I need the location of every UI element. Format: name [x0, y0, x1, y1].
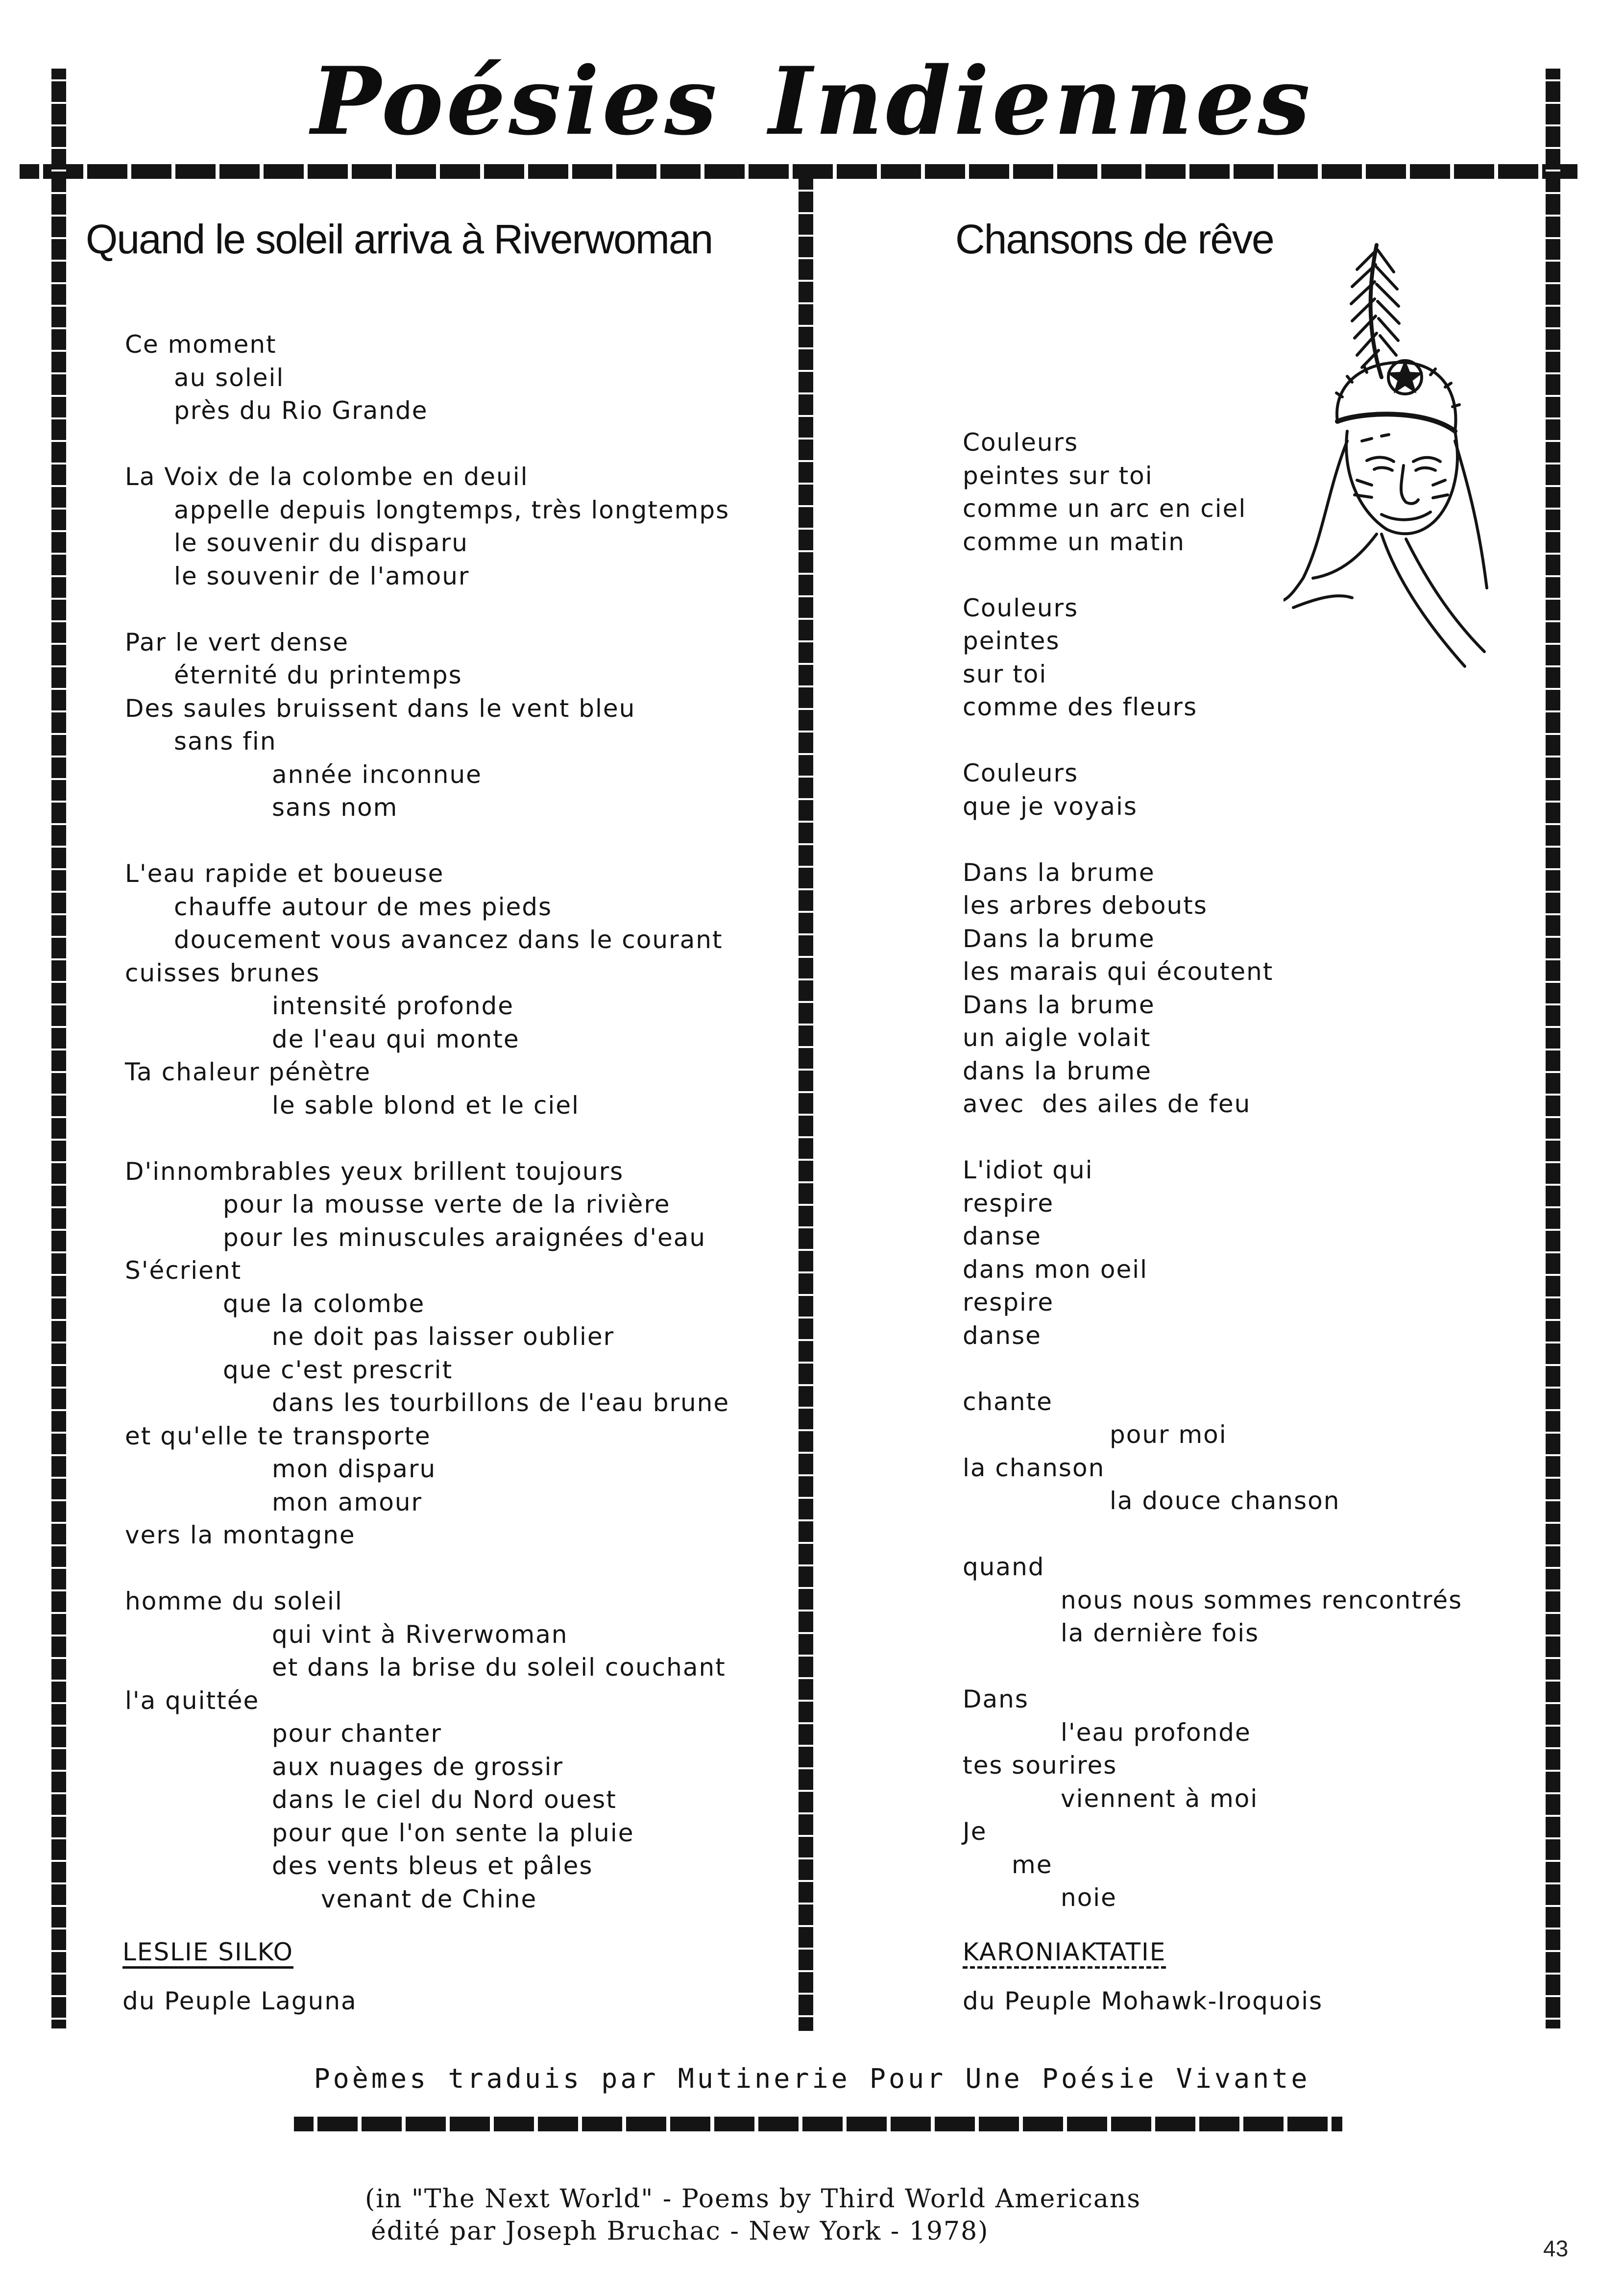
- poem-line: près du Rio Grande: [174, 396, 428, 425]
- poem-line: la chanson: [963, 1453, 1105, 1482]
- poem-line: Dans la brume: [963, 990, 1155, 1019]
- poem-line: Dans la brume: [963, 924, 1155, 953]
- left-poem-author: LESLIE SILKO: [122, 1938, 294, 1966]
- poem-line: Couleurs: [963, 759, 1079, 787]
- poem-line: l'eau profonde: [1061, 1718, 1251, 1747]
- poem-line: peintes: [963, 627, 1060, 655]
- poem-line: comme un matin: [963, 527, 1185, 556]
- poem-line: intensité profonde: [272, 992, 514, 1020]
- poem-line: les arbres debouts: [963, 891, 1208, 920]
- poem-line: cuisses brunes: [125, 958, 320, 987]
- poem-line: Par le vert dense: [125, 628, 349, 657]
- poem-line: qui vint à Riverwoman: [272, 1620, 568, 1649]
- poem-line: peintes sur toi: [963, 461, 1153, 490]
- poem-line: [963, 724, 1462, 757]
- poem-line: un aigle volait: [963, 1024, 1151, 1052]
- right-poem-body: [963, 426, 1462, 1915]
- poem-line: Dans la brume: [963, 858, 1155, 887]
- poem-line: quand: [963, 1553, 1045, 1581]
- poem-line: chauffe autour de mes pieds: [174, 892, 553, 921]
- footer-border: [294, 2117, 1342, 2131]
- poem-line: pour moi: [1110, 1420, 1227, 1449]
- poem-line: comme des fleurs: [963, 693, 1198, 721]
- right-poem-people: du Peuple Mohawk-Iroquois: [963, 1987, 1323, 2015]
- poem-line: [963, 1352, 1462, 1386]
- poem-line: danse: [963, 1222, 1042, 1250]
- poem-line: le souvenir du disparu: [174, 529, 468, 557]
- center-divider: [799, 179, 813, 2031]
- poem-line: [125, 1122, 729, 1155]
- poem-line: [125, 825, 729, 858]
- left-border: [51, 69, 66, 2028]
- poem-line: S'écrient: [125, 1256, 242, 1285]
- poem-line: comme un arc en ciel: [963, 494, 1247, 523]
- poem-line: année inconnue: [272, 760, 482, 789]
- poem-line: mon disparu: [272, 1455, 436, 1483]
- poem-line: tes sourires: [963, 1751, 1117, 1780]
- page-number: 43: [1543, 2236, 1569, 2261]
- poem-line: homme du soleil: [125, 1587, 343, 1615]
- poem-line: que je voyais: [963, 792, 1138, 821]
- poem-line: viennent à moi: [1061, 1784, 1259, 1813]
- poem-line: dans la brume: [963, 1056, 1152, 1085]
- source-citation: [365, 2183, 1141, 2247]
- poem-line: de l'eau qui monte: [272, 1025, 520, 1053]
- poem-line: me: [1012, 1850, 1053, 1879]
- poem-line: appelle depuis longtemps, très longtemps: [174, 495, 730, 524]
- poem-line: danse: [963, 1321, 1042, 1350]
- poem-line: sans nom: [272, 793, 398, 822]
- left-poem-body: [125, 328, 729, 1916]
- masthead-title: [0, 47, 1624, 156]
- poem-line: dans mon oeil: [963, 1255, 1148, 1284]
- poem-line: noie: [1061, 1883, 1117, 1912]
- poem-line: doucement vous avancez dans le courant: [174, 926, 723, 954]
- left-poem-title: Quand le soleil arriva à Riverwoman: [86, 216, 713, 262]
- poem-line: ne doit pas laisser oublier: [272, 1322, 615, 1351]
- poem-line: avec des ailes de feu: [963, 1090, 1251, 1118]
- poem-line: [963, 823, 1462, 856]
- poem-line: le souvenir de l'amour: [174, 562, 470, 590]
- poem-line: Couleurs: [963, 593, 1079, 622]
- right-border: [1546, 69, 1560, 2028]
- poem-line: dans les tourbillons de l'eau brune: [272, 1389, 730, 1417]
- poem-line: que la colombe: [223, 1289, 425, 1318]
- poem-line: pour chanter: [272, 1719, 442, 1748]
- poem-line: sans fin: [174, 727, 277, 756]
- poem-line: L'eau rapide et boueuse: [125, 859, 444, 888]
- top-border: [20, 164, 1577, 179]
- poem-line: la dernière fois: [1061, 1619, 1260, 1647]
- poem-line: que c'est prescrit: [223, 1355, 453, 1384]
- poem-line: et dans la brise du soleil couchant: [272, 1653, 726, 1682]
- poem-line: Ta chaleur pénètre: [125, 1058, 371, 1086]
- source-line-2: édité par Joseph Bruchac - New York - 1978): [371, 2217, 989, 2246]
- poem-line: et qu'elle te transporte: [125, 1421, 431, 1450]
- poem-line: [963, 1650, 1462, 1684]
- poem-line: [125, 428, 729, 461]
- right-poem-author: KARONIAKTATIE: [963, 1938, 1166, 1966]
- masthead-word-1: Poésies: [311, 47, 720, 156]
- poem-line: Ce moment: [125, 330, 277, 359]
- poem-line: mon amour: [272, 1488, 423, 1516]
- poem-line: nous nous sommes rencontrés: [1061, 1586, 1463, 1614]
- poem-line: pour que l'on sente la pluie: [272, 1818, 634, 1847]
- poem-line: éternité du printemps: [174, 661, 462, 689]
- poem-line: chante: [963, 1387, 1053, 1416]
- poem-line: la douce chanson: [1110, 1487, 1340, 1515]
- poem-line: Des saules bruissent dans le vent bleu: [125, 694, 636, 723]
- poem-line: [963, 559, 1462, 592]
- poem-line: pour les minuscules araignées d'eau: [223, 1223, 706, 1252]
- source-line-1: (in "The Next World" - Poems by Third World Americans: [365, 2184, 1141, 2214]
- poem-line: dans le ciel du Nord ouest: [272, 1785, 617, 1814]
- poem-line: les marais qui écoutent: [963, 957, 1274, 986]
- left-poem-people: du Peuple Laguna: [122, 1987, 357, 2015]
- poem-line: respire: [963, 1189, 1054, 1218]
- poem-line: sur toi: [963, 659, 1047, 688]
- poem-line: Couleurs: [963, 428, 1079, 457]
- poem-line: venant de Chine: [321, 1884, 537, 1913]
- poem-line: le sable blond et le ciel: [272, 1091, 580, 1120]
- poem-line: au soleil: [174, 363, 285, 392]
- poem-line: Je: [963, 1817, 987, 1846]
- poem-line: l'a quittée: [125, 1686, 260, 1715]
- poem-line: [125, 593, 729, 626]
- translation-credit: Poèmes traduis par Mutinerie Pour Une Poésie Vivante: [314, 2063, 1310, 2094]
- poem-line: des vents bleus et pâles: [272, 1852, 593, 1880]
- poem-line: Dans: [963, 1685, 1029, 1713]
- right-poem-title: Chansons de rêve: [955, 216, 1274, 262]
- masthead-word-2: Indiennes: [769, 47, 1313, 156]
- poem-line: La Voix de la colombe en deuil: [125, 463, 529, 491]
- poem-line: [963, 1121, 1462, 1154]
- poem-line: D'innombrables yeux brillent toujours: [125, 1157, 624, 1186]
- poem-line: respire: [963, 1288, 1054, 1317]
- poem-line: aux nuages de grossir: [272, 1752, 564, 1781]
- poem-line: L'idiot qui: [963, 1156, 1093, 1184]
- poem-line: pour la mousse verte de la rivière: [223, 1190, 671, 1219]
- poem-line: [963, 1518, 1462, 1551]
- poem-line: [125, 1552, 729, 1586]
- poem-line: vers la montagne: [125, 1521, 356, 1549]
